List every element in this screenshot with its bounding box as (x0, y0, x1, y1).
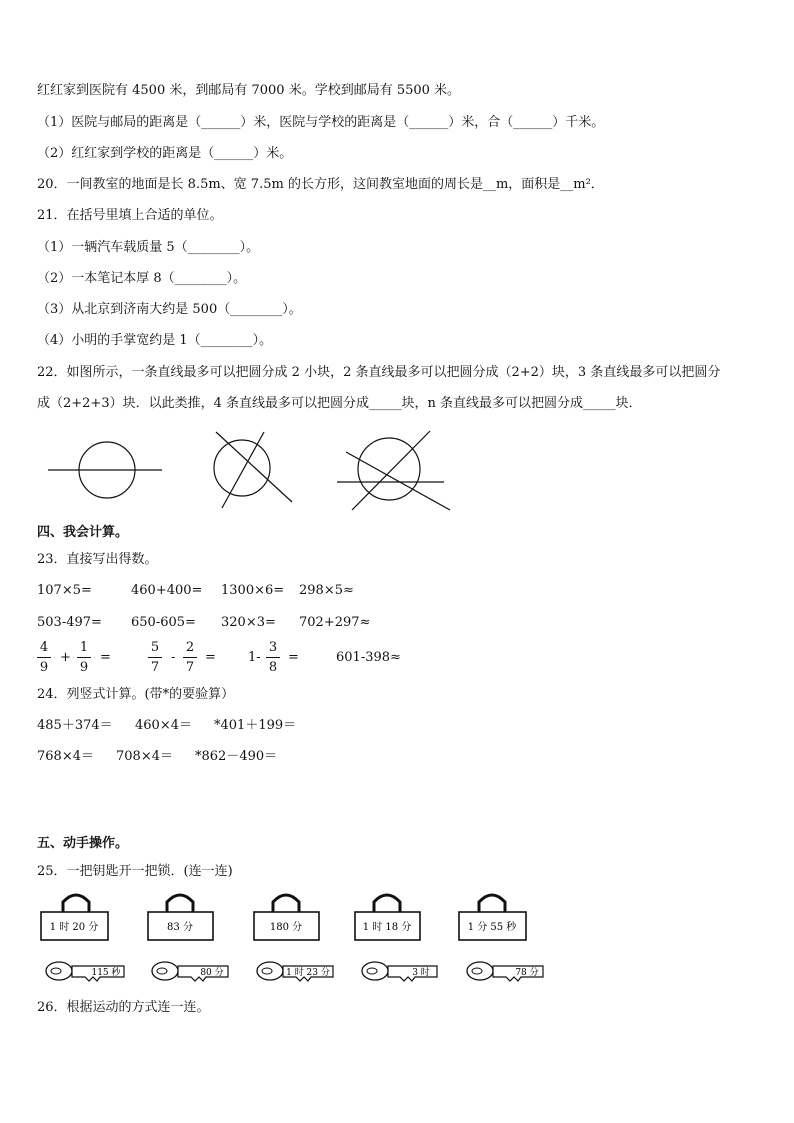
section-5-heading: 五、动手操作。 (37, 836, 129, 851)
q21-title: 21．在括号里填上合适的单位。 (37, 208, 223, 223)
q24-r1-c2: 460×4＝ (135, 718, 192, 733)
q23-r1-c3: 1300×6= (221, 583, 285, 598)
circle-two-lines-figure (214, 432, 292, 508)
q26-text: 26．根据运动的方式连一连。 (37, 1000, 210, 1015)
key-5-label: 78 分 (515, 968, 539, 978)
q19-intro: 红红家到医院有 4500 米，到邮局有 7000 米。学校到邮局有 5500 米。 (37, 83, 461, 98)
lock-5[interactable] (459, 895, 526, 940)
q23-r2-c2: 650-605= (131, 615, 196, 630)
equals-sign-2: = (205, 650, 216, 665)
q22-line-1: 22．如图所示，一条直线最多可以把圆分成 2 小块，2 条直线最多可以把圆分成（2+2）块，3 条直线最多可以把圆分 (37, 365, 721, 380)
fraction-5-7: 5 7 (148, 640, 162, 676)
fraction-3-8: 3 8 (266, 640, 280, 676)
key-3[interactable] (257, 962, 333, 981)
q24-r2-c1: 768×4＝ (37, 749, 94, 764)
lock-2-label: 83 分 (167, 922, 193, 933)
section-4-heading: 四、我会计算。 (37, 525, 129, 540)
lock-2[interactable] (148, 895, 213, 940)
lock-3-label: 180 分 (269, 922, 303, 933)
lock-3[interactable] (254, 895, 319, 940)
q21-item-2: （2）一本笔记本厚 8（________）。 (37, 271, 247, 286)
q20-text: 20．一间教室的地面是长 8.5m、宽 7.5m 的长方形，这间教室地面的周长是__m，面积是__m²． (37, 177, 604, 192)
lock-5-label: 1 分 55 秒 (467, 922, 517, 933)
minus-sign: - (171, 650, 176, 665)
one-minus: 1- (248, 650, 261, 665)
q19-part1: （1）医院与邮局的距离是（______）米，医院与学校的距离是（______）米，合（______）千米。 (37, 115, 605, 130)
q24-r2-c2: 708×4＝ (116, 749, 173, 764)
circle-three-lines-figure (337, 431, 450, 510)
key-3-label: 1 时 23 分 (286, 968, 330, 978)
q21-item-3: （3）从北京到济南大约是 500（________）。 (37, 302, 302, 317)
key-4-label: 3 时 (412, 968, 430, 978)
fraction-1-9: 1 9 (77, 640, 91, 676)
q23-r2-c1: 503-497= (37, 615, 102, 630)
q23-r3-c4: 601-398≈ (336, 650, 401, 665)
q24-title: 24．列竖式计算。(带*的要验算） (37, 687, 235, 702)
q22-line-2: 成（2+2+3）块．以此类推，4 条直线最多可以把圆分成_____块，n 条直线最多可以把圆分成_____块． (37, 396, 642, 411)
q23-title: 23．直接写出得数。 (37, 552, 158, 567)
key-2-label: 80 分 (200, 968, 224, 978)
q23-r1-c1: 107×5= (37, 583, 92, 598)
circle-one-line-figure (48, 442, 162, 498)
q23-r2-c4: 702+297≈ (299, 615, 371, 630)
equals-sign-1: = (100, 650, 111, 665)
key-4[interactable] (362, 962, 437, 981)
lock-4-label: 1 时 18 分 (362, 922, 412, 933)
q23-r1-c4: 298×5≈ (299, 583, 354, 598)
lock-1-label: 1 时 20 分 (49, 922, 99, 933)
q19-part2: （2）红红家到学校的距离是（______）米。 (37, 146, 293, 161)
key-2[interactable] (152, 962, 228, 981)
q24-r1-c3: *401＋199＝ (214, 718, 297, 733)
plus-sign: + (60, 650, 71, 665)
key-5[interactable] (467, 962, 543, 981)
q23-r1-c2: 460+400= (131, 583, 203, 598)
lock-1[interactable] (41, 895, 108, 940)
fraction-2-7: 2 7 (183, 640, 197, 676)
q24-r1-c1: 485＋374＝ (37, 718, 113, 733)
q24-r2-c3: *862－490＝ (195, 749, 278, 764)
q21-item-4: （4）小明的手掌宽约是 1（________）。 (37, 333, 273, 348)
key-1-label: 115 秒 (91, 968, 121, 978)
equals-sign-3: = (288, 650, 299, 665)
key-1[interactable] (46, 962, 124, 981)
fraction-4-9: 4 9 (37, 640, 51, 676)
lock-4[interactable] (355, 895, 420, 940)
q25-title: 25．一把钥匙开一把锁．(连一连) (37, 864, 233, 879)
q23-r2-c3: 320×3= (221, 615, 276, 630)
q21-item-1: （1）一辆汽车载质量 5（________）。 (37, 240, 260, 255)
